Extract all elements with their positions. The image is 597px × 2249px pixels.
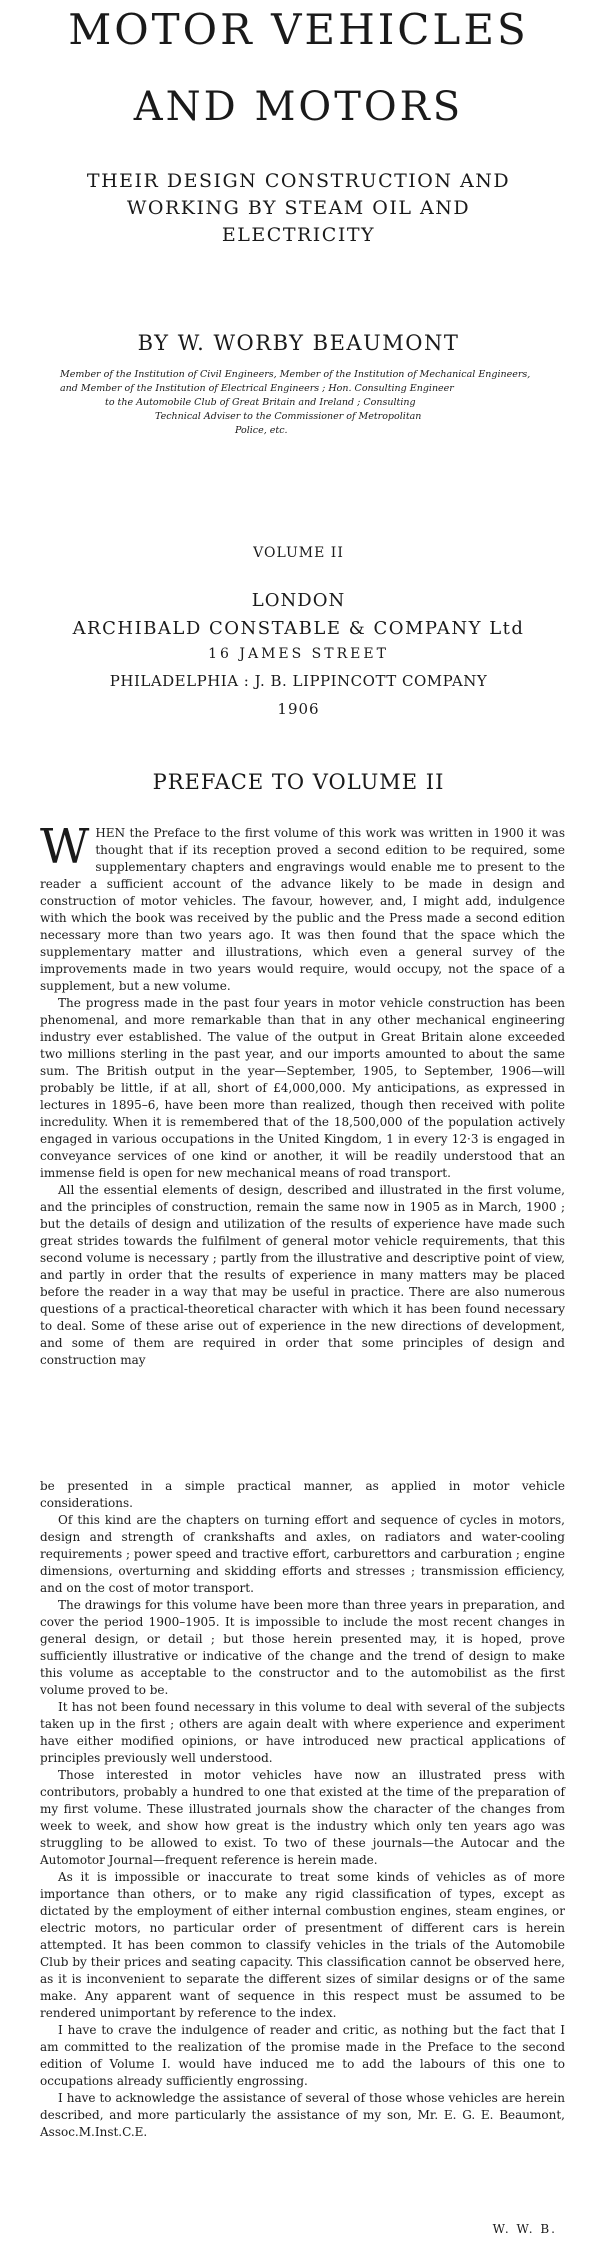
publisher-philadelphia: PHILADELPHIA : J. B. LIPPINCOTT COMPANY bbox=[109, 672, 488, 690]
preface-paragraph: The progress made in the past four years in motor vehicle construction has been phenomenal, and more remarkable than that in any other mechanical engineering industry ever established. The value of the output in Great Britain alone exceeded two millions sterling in the past year, and our imports amounted to about the same sum. The British output in the year—September, 1905, to September, 1906—will probably be little, if at all, short of £4,000,000. My anticipations, as expressed in lectures in 1895–6, have been more than realized, though then received with polite incredulity. When it is remembered that of the 18,500,000 of the population actively engaged in various occupations in the United Kingdom, 1 in every 12·3 is engaged in conveyance services of one kind or another, it will be readily understood that an immense field is open for new mechanical means of road transport. bbox=[40, 996, 565, 1180]
preface-paragraph: It has not been found necessary in this volume to deal with several of the subjects taken up in the first ; others are again dealt with where experience and experiment have either modified opinions, or have introduced new practical applications of principles previously well understood. bbox=[40, 1700, 565, 1765]
preface-title: PREFACE TO VOLUME II bbox=[152, 770, 445, 794]
credential-line: Technical Adviser to the Commissioner of Metropolitan bbox=[155, 411, 422, 422]
preface-paragraph: As it is impossible or inaccurate to treat some kinds of vehicles as of more importance than others, or to make any rigid classification of types, except as dictated by the employment of either internal combustion engines, steam engines, or electric motors, no particular order of presentment of different cars is herein attempted. It has been common to classify vehicles in the trials of the Automobile Club by their prices and seating capacity. This classification cannot be observed here, as it is inconvenient to separate the different sizes of similar designs or of the same make. Any apparent want of sequence in this respect must be assumed to be rendered unimportant by reference to the index. bbox=[40, 1870, 565, 2020]
publisher-city: LONDON bbox=[251, 590, 346, 611]
author-credentials bbox=[60, 368, 580, 438]
credential-line: Member of the Institution of Civil Engineers, Member of the Institution of Mechanical Engineers, bbox=[60, 369, 531, 380]
credential-line: and Member of the Institution of Electrical Engineers ; Hon. Consulting Engineer bbox=[60, 383, 454, 394]
preface-paragraph-continued: be presented in a simple practical manner, as applied in motor vehicle considerations. bbox=[40, 1479, 565, 1510]
preface-body-part-1 bbox=[40, 819, 565, 1369]
credential-line: to the Automobile Club of Great Britain and Ireland ; Consulting bbox=[105, 397, 416, 408]
preface-body-part-2 bbox=[40, 1478, 565, 2141]
book-title-line-2: AND MOTORS bbox=[133, 84, 464, 130]
book-subtitle: THEIR DESIGN CONSTRUCTION AND WORKING BY STEAM OIL AND ELECTRICITY bbox=[86, 170, 511, 246]
preface-paragraph: Those interested in motor vehicles have now an illustrated press with contributors, probably a hundred to one that existed at the time of the preparation of my first volume. These illustrated journals show the character of the changes from week to week, and show how great is the industry which only ten years ago was struggling to be allowed to exist. To two of these journals—the Autocar and the Automotor Journal—frequent reference is herein made. bbox=[40, 1768, 565, 1867]
author-name: BY W. WORBY BEAUMONT bbox=[137, 331, 460, 355]
publisher-street: 16 JAMES STREET bbox=[208, 646, 389, 662]
publisher-name: ARCHIBALD CONSTABLE & COMPANY Ltd bbox=[72, 618, 525, 639]
book-title-line-1: MOTOR VEHICLES bbox=[68, 5, 529, 54]
drop-cap: W bbox=[40, 819, 90, 875]
preface-paragraph: All the essential elements of design, described and illustrated in the first volume, and the principles of construction, remain the same now in 1905 as in March, 1900 ; but the details of design and utilization of the results of experience have made such great strides towards the fulfilment of general motor vehicle requirements, that this second volume is necessary ; partly from the illustrative and descriptive point of view, and partly in order that the results of experience in many matters may be placed before the reader in a way that may be useful in practice. There are also numerous questions of a practical-theoretical character with which it has been found necessary to deal. Some of these arise out of experience in the new directions of development, and some of them are required in order that some principles of design and construction may bbox=[40, 1183, 565, 1367]
publication-year: 1906 bbox=[277, 700, 320, 718]
author-initials-signature: W. W. B. bbox=[492, 2222, 557, 2236]
preface-paragraph: The drawings for this volume have been more than three years in preparation, and cover the period 1900–1905. It is impossible to include the most recent changes in general design, or detail ; but those herein presented may, it is hoped, prove sufficiently illustrative or indicative of the change and the trend of design to make this volume as acceptable to the constructor and to the automobilist as the first volume proved to be. bbox=[40, 1598, 565, 1697]
credential-line: Police, etc. bbox=[235, 425, 288, 436]
preface-paragraph: I have to crave the indulgence of reader and critic, as nothing but the fact that I am committed to the realization of the promise made in the Preface to the second edition of Volume I. would have induced me to add the labours of this one to occupations already sufficiently engrossing. bbox=[40, 2023, 565, 2088]
preface-paragraph: I have to acknowledge the assistance of several of those whose vehicles are herein described, and more particularly the assistance of my son, Mr. E. G. E. Beaumont, Assoc.M.Inst.C.E. bbox=[40, 2091, 565, 2139]
preface-paragraph: WHEN the Preface to the first volume of this work was written in 1900 it was thought that if its reception proved a second edition to be required, some supplementary chapters and engravings would enable me to present to the reader a sufficient account of the advance likely to be made in design and construction of motor vehicles. The favour, however, and, I might add, indulgence with which the book was received by the public and the Press made a second edition necessary more than two years ago. It was then found that the space which the supplementary matter and illustrations, which even a general survey of the improvements made in two years would require, would occupy, not the space of a supplement, but a new volume. bbox=[40, 819, 565, 993]
volume-label: VOLUME II bbox=[253, 545, 344, 561]
preface-paragraph: Of this kind are the chapters on turning effort and sequence of cycles in motors, design and strength of crankshafts and axles, on radiators and water-cooling requirements ; power speed and tractive effort, carburettors and carburation ; engine dimensions, overturning and skidding efforts and stresses ; transmission efficiency, and on the cost of motor transport. bbox=[40, 1513, 565, 1595]
